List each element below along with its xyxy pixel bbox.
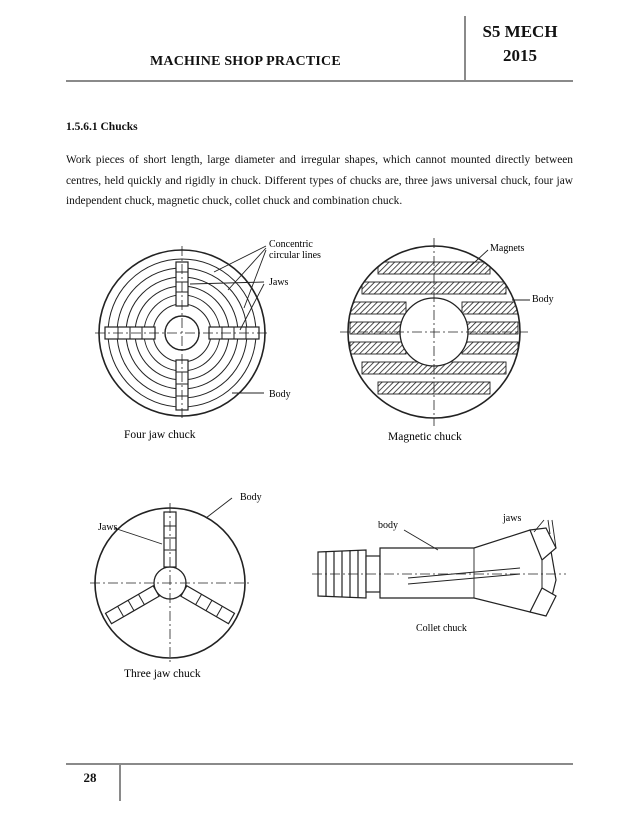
three-jaw-label-body: Body [240,492,262,503]
section-heading: 1.5.6.1 Chucks [66,121,138,133]
body-paragraph: Work pieces of short length, large diameter and irregular shapes, which cannot mounted directly between centres, held quickly and rigidly in chuck. Different types of chucks are, three jaws universal chuck, four jaw independent chuck, magnetic chuck, collet chuck and combination chuck. [66,154,573,207]
collet-label-body: body [378,520,398,531]
header-code-line1: S5 MECH [482,22,558,41]
four-jaw-label-concentric-1: Concentric [269,239,313,250]
four-jaw-chuck-diagram [95,246,269,420]
three-jaw-label-jaws: Jaws [98,522,118,533]
header-code-line2: 2015 [503,46,537,65]
magnetic-caption: Magnetic chuck [388,431,462,443]
footer-divider-vertical [119,765,121,801]
four-jaw-label-jaws: Jaws [269,277,289,288]
four-jaw-caption: Four jaw chuck [124,429,196,441]
magnetic-label-magnets: Magnets [490,243,525,254]
three-jaw-caption: Three jaw chuck [124,668,201,680]
collet-label-jaws: jaws [503,513,522,524]
footer-rule [66,763,573,765]
magnetic-label-body: Body [532,294,554,305]
four-jaw-label-concentric-2: circular lines [269,250,321,261]
four-jaw-label-body: Body [269,389,291,400]
collet-caption: Collet chuck [416,623,467,634]
page-number: 28 [83,770,97,785]
collet-chuck-diagram [312,520,566,616]
magnetic-chuck-diagram [340,238,530,426]
document-header-title: MACHINE SHOP PRACTICE [150,54,341,69]
